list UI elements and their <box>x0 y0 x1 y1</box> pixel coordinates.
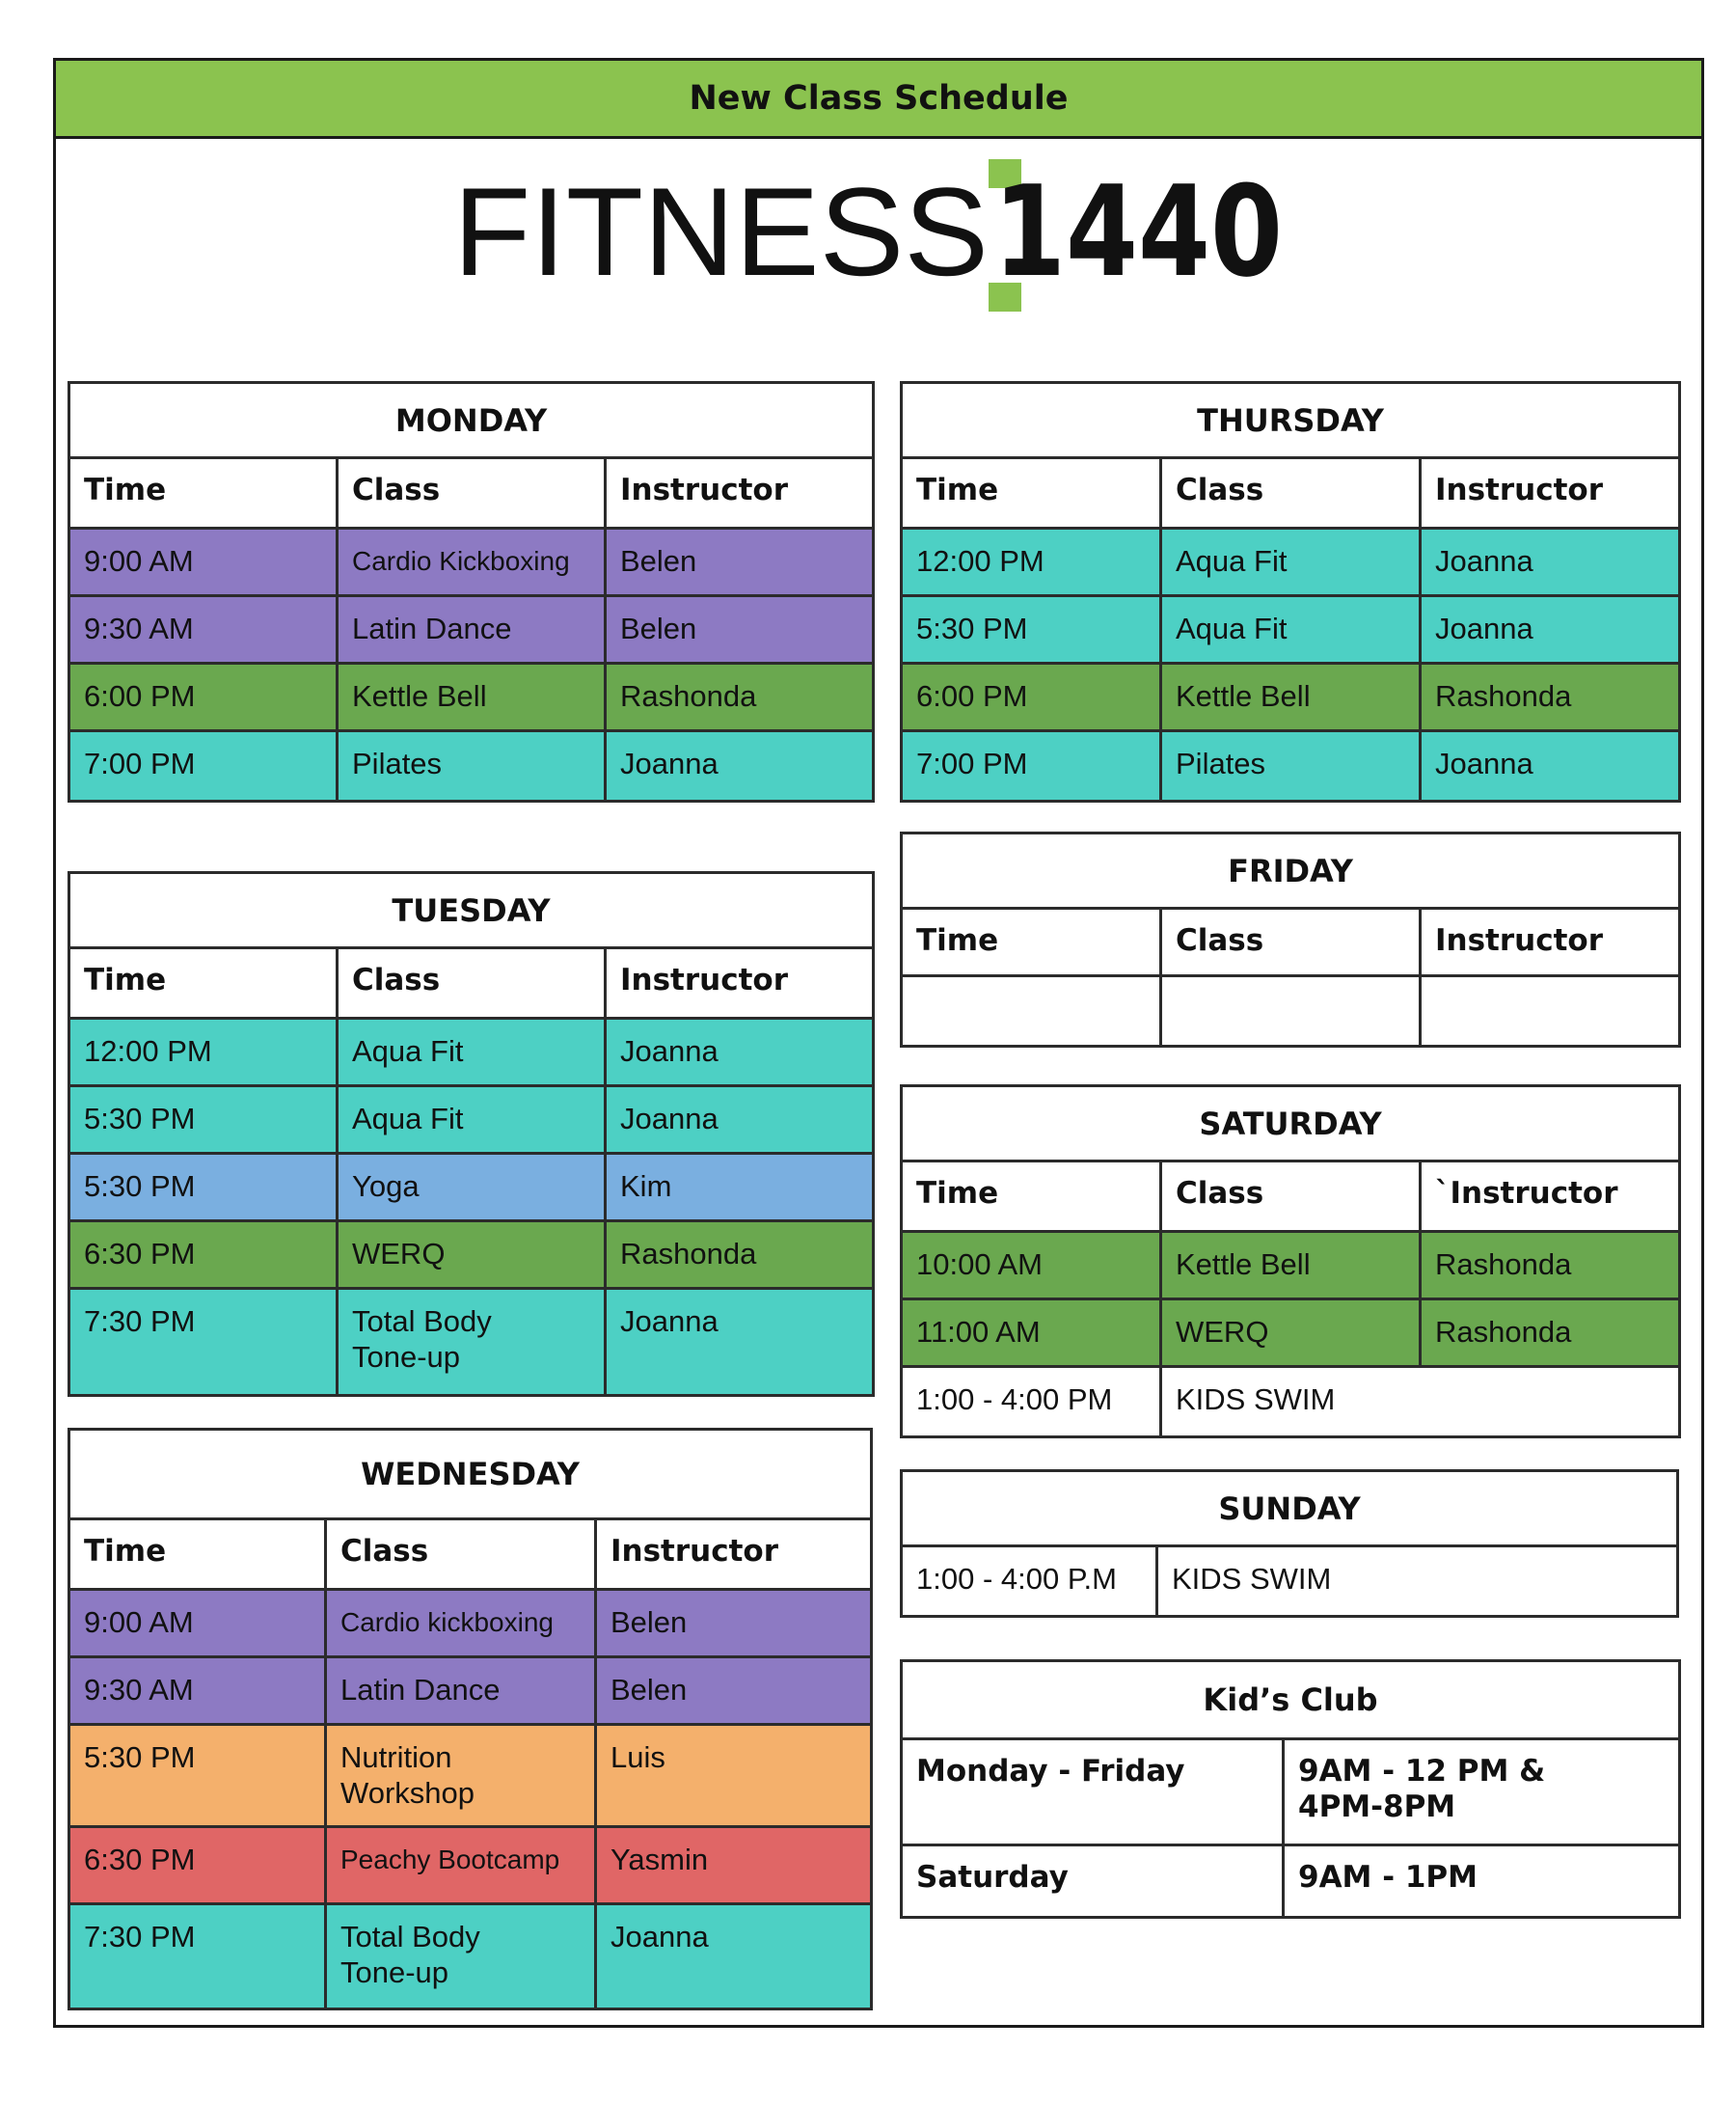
class-cell: Pilates <box>1162 732 1422 800</box>
instructor-cell: Joanna <box>620 747 719 780</box>
class-cell: WERQ <box>339 1222 607 1287</box>
class-cell: Kettle Bell <box>1162 665 1422 729</box>
days-cell: Saturday <box>903 1846 1285 1916</box>
table-row <box>903 597 1678 665</box>
saturday-table <box>900 1084 1681 1438</box>
time-cell: 5:30 PM <box>70 1726 327 1825</box>
schedule-banner: New Class Schedule <box>56 61 1701 139</box>
tuesday-title: TUESDAY <box>70 874 872 949</box>
sunday-table <box>900 1469 1679 1618</box>
header-instructor: Instructor <box>610 1534 779 1569</box>
table-row <box>70 1726 870 1828</box>
saturday-header-row <box>903 1162 1678 1233</box>
class-cell: Aqua Fit <box>1162 597 1422 662</box>
time-cell: 11:00 AM <box>903 1300 1162 1365</box>
header-time: Time <box>70 459 339 527</box>
class-cell: Total Body Tone-up <box>327 1905 597 2008</box>
days-cell: Monday - Friday <box>903 1740 1285 1844</box>
table-row <box>903 1233 1678 1300</box>
kids-club-title: Kid’s Club <box>903 1662 1678 1740</box>
table-row <box>70 1828 870 1905</box>
header-class: Class <box>1162 459 1422 527</box>
instructor-cell: Joanna <box>610 1920 709 1954</box>
instructor-cell: Joanna <box>620 1304 719 1338</box>
saturday-title: SATURDAY <box>903 1087 1678 1162</box>
time-cell: 10:00 AM <box>903 1233 1162 1298</box>
class-cell: Cardio kickboxing <box>327 1591 597 1655</box>
table-row <box>70 1658 870 1726</box>
table-row <box>70 1155 872 1222</box>
fitness1440-logo <box>395 101 1321 323</box>
time-cell: 6:30 PM <box>70 1222 339 1287</box>
class-cell: Aqua Fit <box>339 1020 607 1084</box>
instructor-cell: Luis <box>610 1740 665 1774</box>
class-cell: Kettle Bell <box>1162 1233 1422 1298</box>
wednesday-table <box>68 1428 873 2010</box>
tuesday-table <box>68 871 875 1397</box>
monday-title: MONDAY <box>70 384 872 459</box>
table-row <box>903 1846 1678 1916</box>
header-instructor: Instructor <box>620 963 789 997</box>
header-time: Time <box>903 1162 1162 1230</box>
wednesday-title: WEDNESDAY <box>70 1431 870 1520</box>
monday-table <box>68 381 875 803</box>
hours-cell: 9AM - 12 PM & 4PM-8PM <box>1298 1754 1546 1824</box>
header-class: Class <box>339 949 607 1017</box>
thursday-title: THURSDAY <box>903 384 1678 459</box>
instructor-cell: Joanna <box>1435 544 1533 578</box>
class-cell: Aqua Fit <box>339 1087 607 1152</box>
time-cell: 1:00 - 4:00 PM <box>903 1368 1162 1435</box>
class-cell: Latin Dance <box>339 597 607 662</box>
header-time: Time <box>903 910 1162 974</box>
class-cell: KIDS SWIM <box>1176 1382 1336 1416</box>
table-row <box>903 1368 1678 1435</box>
class-cell: Peachy Bootcamp <box>327 1828 597 1902</box>
instructor-cell: Joanna <box>620 1102 719 1135</box>
time-cell: 6:00 PM <box>903 665 1162 729</box>
instructor-cell: Joanna <box>620 1034 719 1068</box>
time-cell: 7:00 PM <box>70 732 339 800</box>
instructor-cell: Belen <box>620 612 697 645</box>
instructor-cell: Belen <box>610 1605 688 1639</box>
class-cell: Yoga <box>339 1155 607 1219</box>
friday-table <box>900 832 1681 1048</box>
header-time: Time <box>70 1520 327 1588</box>
table-row <box>903 732 1678 800</box>
table-row <box>903 1740 1678 1846</box>
table-row <box>70 1905 870 2008</box>
class-cell: Cardio Kickboxing <box>339 530 607 594</box>
class-cell: Total Body Tone-up <box>339 1290 607 1394</box>
table-row <box>903 1300 1678 1368</box>
time-cell: 6:30 PM <box>70 1828 327 1902</box>
instructor-cell: Kim <box>620 1169 672 1203</box>
time-cell: 9:00 AM <box>70 1591 327 1655</box>
hours-cell: 9AM - 1PM <box>1298 1860 1478 1895</box>
thursday-header-row <box>903 459 1678 530</box>
table-row <box>70 732 872 800</box>
class-cell: KIDS SWIM <box>1172 1562 1332 1596</box>
time-cell: 12:00 PM <box>70 1020 339 1084</box>
table-row <box>70 1087 872 1155</box>
instructor-cell <box>1422 977 1678 1045</box>
instructor-cell: Rashonda <box>1435 1247 1572 1281</box>
header-time: Time <box>70 949 339 1017</box>
table-row <box>70 530 872 597</box>
instructor-cell: Rashonda <box>620 1237 757 1271</box>
friday-title: FRIDAY <box>903 834 1678 910</box>
instructor-cell: Joanna <box>1435 747 1533 780</box>
table-row <box>70 1222 872 1290</box>
class-cell: Pilates <box>339 732 607 800</box>
sunday-title: SUNDAY <box>903 1472 1676 1547</box>
class-cell: Aqua Fit <box>1162 530 1422 594</box>
table-row <box>903 1547 1676 1615</box>
header-instructor: Instructor <box>1435 473 1604 507</box>
header-instructor: Instructor <box>620 473 789 507</box>
time-cell: 1:00 - 4:00 P.M <box>903 1547 1158 1615</box>
table-row <box>70 665 872 732</box>
time-cell: 9:30 AM <box>70 597 339 662</box>
time-cell: 5:30 PM <box>903 597 1162 662</box>
time-cell: 9:30 AM <box>70 1658 327 1723</box>
table-row <box>903 530 1678 597</box>
time-cell <box>903 977 1162 1045</box>
time-cell: 7:00 PM <box>903 732 1162 800</box>
table-row <box>70 597 872 665</box>
monday-header-row <box>70 459 872 530</box>
instructor-cell: Rashonda <box>1435 679 1572 713</box>
instructor-cell: Rashonda <box>620 679 757 713</box>
time-cell: 9:00 AM <box>70 530 339 594</box>
header-class: Class <box>327 1520 597 1588</box>
thursday-table <box>900 381 1681 803</box>
table-row <box>903 665 1678 732</box>
header-class: Class <box>1162 910 1422 974</box>
logo-number: 1440 <box>993 158 1283 305</box>
instructor-cell: Rashonda <box>1435 1315 1572 1349</box>
header-instructor: `Instructor <box>1435 1176 1618 1211</box>
class-cell: Nutrition Workshop <box>327 1726 597 1825</box>
header-instructor: Instructor <box>1435 923 1604 958</box>
tuesday-header-row <box>70 949 872 1020</box>
instructor-cell: Yasmin <box>610 1843 709 1876</box>
table-row <box>903 977 1678 1045</box>
class-cell <box>1162 977 1422 1045</box>
class-cell: Latin Dance <box>327 1658 597 1723</box>
header-time: Time <box>903 459 1162 527</box>
header-class: Class <box>1162 1162 1422 1230</box>
class-cell: Kettle Bell <box>339 665 607 729</box>
instructor-cell: Belen <box>610 1673 688 1707</box>
kids-club-table <box>900 1659 1681 1919</box>
table-row <box>70 1020 872 1087</box>
friday-header-row <box>903 910 1678 977</box>
wednesday-header-row <box>70 1520 870 1591</box>
logo-word: FITNESS <box>453 161 989 302</box>
time-cell: 5:30 PM <box>70 1155 339 1219</box>
table-row <box>70 1290 872 1394</box>
time-cell: 6:00 PM <box>70 665 339 729</box>
instructor-cell: Belen <box>620 544 697 578</box>
time-cell: 7:30 PM <box>70 1290 339 1394</box>
header-class: Class <box>339 459 607 527</box>
table-row <box>70 1591 870 1658</box>
instructor-cell: Joanna <box>1435 612 1533 645</box>
class-cell: WERQ <box>1162 1300 1422 1365</box>
time-cell: 12:00 PM <box>903 530 1162 594</box>
time-cell: 7:30 PM <box>70 1905 327 2008</box>
time-cell: 5:30 PM <box>70 1087 339 1152</box>
